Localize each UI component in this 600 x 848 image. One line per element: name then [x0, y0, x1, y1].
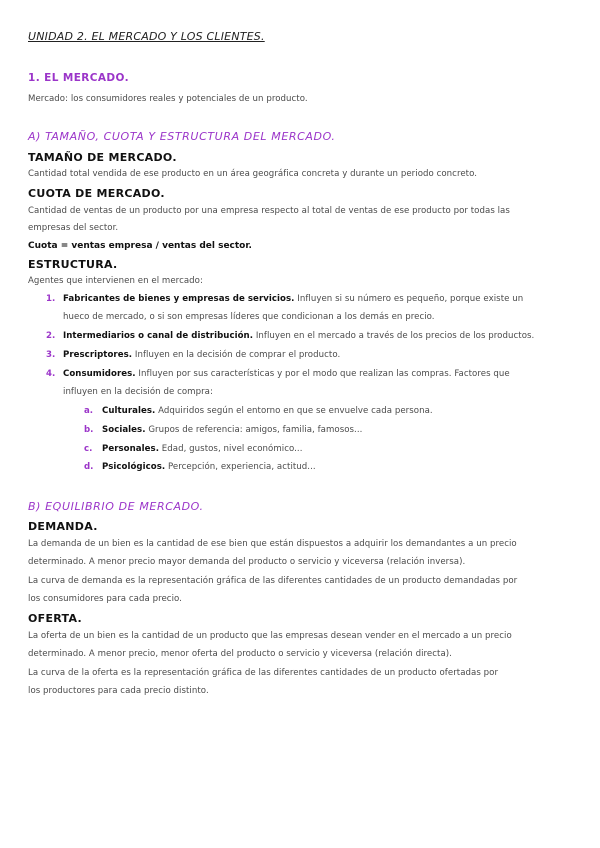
- section-a-heading: A) TAMAÑO, CUOTA Y ESTRUCTURA DEL MERCADO.: [28, 130, 336, 143]
- list-item: [63, 350, 340, 360]
- sublist-item-term: Sociales.: [102, 425, 146, 435]
- demanda-heading: DEMANDA.: [28, 520, 98, 533]
- sublist-item-term: Personales.: [102, 444, 160, 454]
- tamano-heading: TAMAÑO DE MERCADO.: [28, 151, 177, 164]
- list-item-term: Prescriptores.: [63, 350, 133, 360]
- list-item: [63, 294, 523, 304]
- cuota-text-line-1: Cantidad de ventas de un producto por una empresa respecto al total de ventas de ese producto por todas las: [28, 206, 510, 216]
- list-item-term: Intermediarios o canal de distribución.: [63, 331, 254, 341]
- oferta-text-line: determinado. A menor precio, menor oferta del producto o servicio y viceversa (relación directa).: [28, 649, 452, 659]
- cuota-heading: CUOTA DE MERCADO.: [28, 187, 165, 200]
- list-item: [63, 369, 510, 379]
- sublist-item-term: Psicológicos.: [102, 462, 166, 472]
- cuota-formula: Cuota = ventas empresa / ventas del sector.: [28, 241, 252, 251]
- sublist-item-text: Edad, gustos, nivel económico...: [159, 444, 303, 454]
- sublist-item-letter: a.: [84, 406, 94, 416]
- oferta-text-line: los productores para cada precio distinto.: [28, 686, 209, 696]
- sublist-item-text: Percepción, experiencia, actitud...: [165, 462, 316, 472]
- list-item-text: Influyen en el mercado a través de los precios de los productos.: [253, 331, 535, 341]
- sublist-item-text: Grupos de referencia: amigos, familia, famosos...: [145, 425, 363, 435]
- list-item: [63, 331, 534, 341]
- list-item-term: Fabricantes de bienes y empresas de servicios.: [63, 294, 295, 304]
- section-1-text: Mercado: los consumidores reales y potenciales de un producto.: [28, 94, 308, 104]
- estructura-intro: Agentes que intervienen en el mercado:: [28, 276, 203, 286]
- section-b-heading: B) EQUILIBRIO DE MERCADO.: [28, 500, 204, 513]
- list-item-term: Consumidores.: [63, 369, 136, 379]
- oferta-heading: OFERTA.: [28, 612, 83, 625]
- demanda-text-line: La curva de demanda es la representación gráfica de las diferentes cantidades de un producto demandadas por: [28, 576, 518, 586]
- list-item-text: Influyen en la decisión de comprar el producto.: [132, 350, 341, 360]
- demanda-text-line: determinado. A menor precio mayor demanda del producto o servicio y viceversa (relación inversa).: [28, 557, 466, 567]
- sublist-item-term: Culturales.: [102, 406, 156, 416]
- tamano-text: Cantidad total vendida de ese producto en un área geográfica concreta y durante un periodo concreto.: [28, 169, 478, 179]
- sublist-item: [102, 425, 362, 435]
- oferta-text-line: La curva de la oferta es la representación gráfica de las diferentes cantidades de un producto ofertadas por: [28, 668, 499, 678]
- sublist-item-text: Adquiridos según el entorno en que se envuelve cada persona.: [155, 406, 433, 416]
- sublist-item-letter: c.: [84, 444, 93, 454]
- document-title: UNIDAD 2. EL MERCADO Y LOS CLIENTES.: [28, 30, 265, 43]
- list-item-number: 2.: [46, 331, 56, 341]
- sublist-item: [102, 462, 316, 472]
- list-item-text-continued: hueco de mercado, o si son empresas líderes que condicionan a los demás en precio.: [63, 312, 435, 322]
- section-1-heading: 1. EL MERCADO.: [28, 72, 130, 84]
- sublist-item-letter: b.: [84, 425, 94, 435]
- demanda-text-line: La demanda de un bien es la cantidad de ese bien que están dispuestos a adquirir los demandantes a un precio: [28, 539, 517, 549]
- list-item-number: 4.: [46, 369, 56, 379]
- estructura-heading: ESTRUCTURA.: [28, 258, 118, 271]
- list-item-text: Influyen si su número es pequeño, porque existe un: [294, 294, 524, 304]
- demanda-text-line: los consumidores para cada precio.: [28, 594, 182, 604]
- list-item-number: 1.: [46, 294, 56, 304]
- sublist-item-letter: d.: [84, 462, 94, 472]
- sublist-item: [102, 406, 433, 416]
- cuota-text-line-2: empresas del sector.: [28, 223, 119, 233]
- oferta-text-line: La oferta de un bien es la cantidad de un producto que las empresas desean vender en el mercado a un precio: [28, 631, 512, 641]
- list-item-number: 3.: [46, 350, 56, 360]
- list-item-text: Influyen por sus características y por el modo que realizan las compras. Factores que: [135, 369, 510, 379]
- list-item-text-continued: influyen en la decisión de compra:: [63, 387, 213, 397]
- sublist-item: [102, 444, 303, 454]
